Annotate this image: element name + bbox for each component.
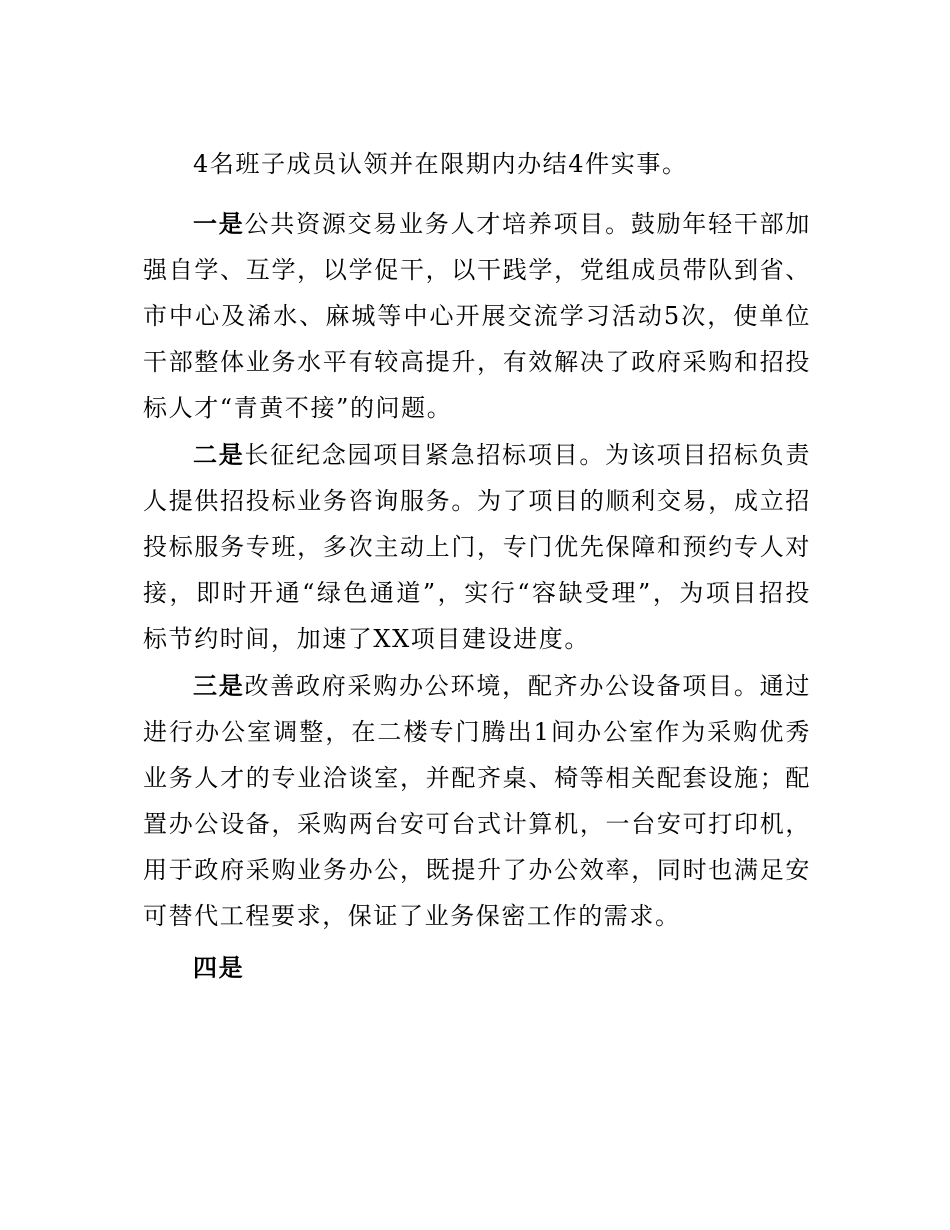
paragraph-item-4 [143, 945, 811, 991]
paragraph-intro [143, 141, 811, 187]
paragraph-item-1-text: 公共资源交易业务人才培养项目。鼓励年轻干部加强自学、互学，以学促干，以干践学，党组成员带队到省、市中心及浠水、麻城等中心开展交流学习活动5次，使单位干部整体业务水平有较高提升，有效解决了政府采购和招投标人才“青黄不接”的问题。 [143, 210, 811, 422]
paragraph-item-1-lead: 一是 [193, 209, 245, 238]
paragraph-item-3-text: 改善政府采购办公环境，配齐办公设备项目。通过进行办公室调整，在二楼专门腾出1间办公室作为采购优秀业务人才的专业洽谈室，并配齐桌、椅等相关配套设施；配置办公设备，采购两台安可台式计算机，一台安可打印机，用于政府采购业务办公，既提升了办公效率，同时也满足安可替代工程要求，保证了业务保密工作的需求。 [143, 672, 811, 930]
paragraph-item-2-text: 长征纪念园项目紧急招标项目。为该项目招标负责人提供招投标业务咨询服务。为了项目的顺利交易，成立招投标服务专班，多次主动上门，专门优先保障和预约专人对接，即时开通“绿色通道”，实行“容缺受理”，为项目招投标节约时间，加速了XX项目建设进度。 [143, 441, 811, 653]
paragraph-intro-text: 4名班子成员认领并在限期内办结4件实事。 [193, 150, 688, 178]
paragraph-item-3 [143, 663, 811, 939]
paragraph-item-2-lead: 二是 [193, 440, 245, 469]
paragraph-item-2 [143, 432, 811, 662]
paragraph-item-3-lead: 三是 [193, 671, 245, 700]
paragraph-item-1 [143, 201, 811, 431]
paragraph-item-4-lead: 四是 [193, 953, 245, 982]
